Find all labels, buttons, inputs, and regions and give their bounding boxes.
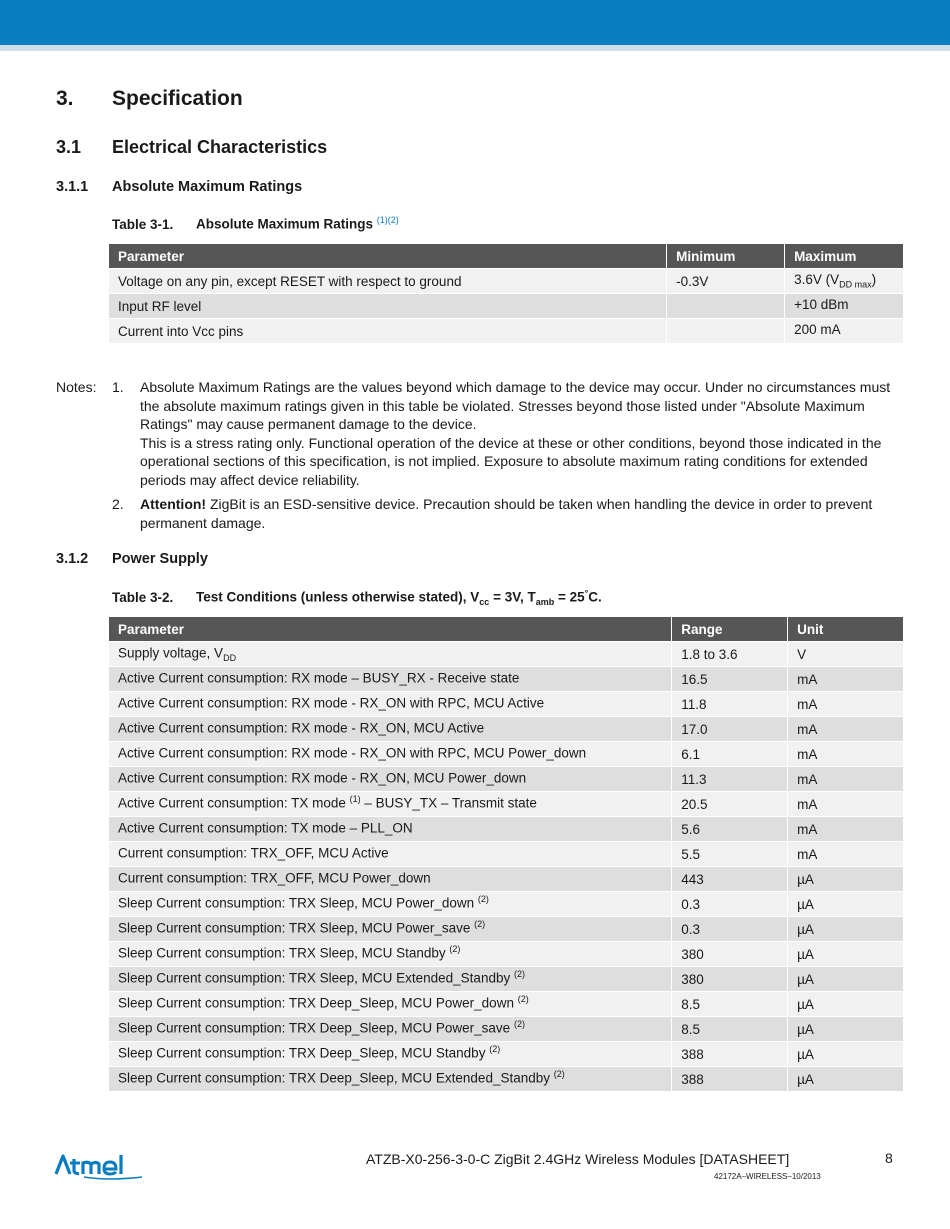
unit-cell: µA [788,942,904,967]
table-row [109,1042,904,1067]
table-row [109,967,904,992]
range-cell: 5.6 [672,817,788,842]
table-row [109,742,904,767]
sub-heading-title: Absolute Maximum Ratings [112,179,303,195]
maximum-cell: 3.6V $(V_{DD max})$ [785,269,904,294]
parameter-cell: Sleep Current consumption: TRX Deep_Sleep, MCU Extended_Standby $^{(2)}$ [109,1067,672,1092]
unit-cell: mA [788,667,904,692]
table-row [109,767,904,792]
column-header: Unit [788,617,904,642]
table-row [109,942,904,967]
table-row [109,792,904,817]
range-cell: 388 [672,1067,788,1092]
parameter-cell: Input RF level [109,294,667,319]
parameter-cell: Current into Vcc pins [109,319,667,344]
note-2-text: ZigBit is an ESD-sensitive device. Precaution should be taken when handling the device in order to prevent permanent damage. [140,496,873,531]
parameter-cell: Active Current consumption: RX mode - RX_ON with RPC, MCU Power_down [109,742,672,767]
column-header: Parameter [109,617,672,642]
column-header: Parameter [109,244,667,269]
sub-heading-power-supply [56,551,208,567]
note-2 [140,495,910,532]
note-1 [140,378,910,489]
table1-refs: (1)(2) [376,215,399,225]
table-row [109,817,904,842]
note-number: 2. [112,496,124,512]
table1-number: Table 3-1. [112,216,174,232]
range-cell: 0.3 [672,892,788,917]
sub-heading-abs-max [56,179,302,195]
abs-max-table [108,244,904,344]
table2-title-part: Test Conditions (unless otherwise stated), V [196,589,480,605]
unit-cell: µA [788,967,904,992]
table-row [109,917,904,942]
maximum-cell: 200 mA [785,319,904,344]
parameter-cell: Current consumption: TRX_OFF, MCU Active [109,842,672,867]
table-row [109,717,904,742]
table-row [109,269,904,294]
parameter-cell: Active Current consumption: TX mode $^{(1)}$ – BUSY_TX – Transmit state [109,792,672,817]
unit-cell: µA [788,1042,904,1067]
minimum-cell [667,319,785,344]
table-row [109,642,904,667]
parameter-cell: Current consumption: TRX_OFF, MCU Power_down [109,867,672,892]
parameter-cell: Supply voltage, $V_{DD}$ [109,642,672,667]
range-cell: 6.1 [672,742,788,767]
minimum-cell: -0.3V [667,269,785,294]
parameter-cell: Sleep Current consumption: TRX Deep_Sleep, MCU Power_down $^{(2)}$ [109,992,672,1017]
unit-cell: mA [788,742,904,767]
unit-cell: mA [788,817,904,842]
parameter-cell: Active Current consumption: RX mode - RX_ON with RPC, MCU Active [109,692,672,717]
parameter-cell: Sleep Current consumption: TRX Sleep, MCU Standby $^{(2)}$ [109,942,672,967]
column-header: Maximum [785,244,904,269]
range-cell: 16.5 [672,667,788,692]
footer-doc-code: 42172A–WIRELESS–10/2013 [714,1172,821,1181]
range-cell: 443 [672,867,788,892]
parameter-cell: Sleep Current consumption: TRX Deep_Sleep, MCU Power_save $^{(2)}$ [109,1017,672,1042]
minimum-cell [667,294,785,319]
column-header: Range [672,617,788,642]
unit-cell: mA [788,792,904,817]
header-bar [0,0,950,45]
table2-title-part: = 25 [554,589,585,605]
parameter-cell: Voltage on any pin, except RESET with respect to ground [109,269,667,294]
notes-label: Notes: [56,379,97,395]
unit-cell: mA [788,717,904,742]
footer-doc-title: ATZB-X0-256-3-0-C ZigBit 2.4GHz Wireless Modules [DATASHEET] [366,1151,790,1167]
table-row [109,667,904,692]
table2-number: Table 3-2. [112,589,174,605]
sub-heading-title: Power Supply [112,551,208,567]
degree-symbol: ° [584,588,589,598]
parameter-cell: Sleep Current consumption: TRX Sleep, MCU Power_down $^{(2)}$ [109,892,672,917]
table-row [109,892,904,917]
table2-subscript: cc [479,597,490,608]
unit-cell: µA [788,917,904,942]
range-cell: 5.5 [672,842,788,867]
range-cell: 8.5 [672,992,788,1017]
table-row [109,294,904,319]
subsection-heading [56,137,327,158]
table2-subscript: amb [535,597,555,608]
unit-cell: µA [788,1067,904,1092]
section-title: Specification [112,87,243,110]
unit-cell: mA [788,767,904,792]
unit-cell: µA [788,892,904,917]
table-row [109,867,904,892]
range-cell: 11.8 [672,692,788,717]
power-supply-table [108,617,904,1092]
sub-heading-number: 3.1.1 [56,179,89,195]
section-heading [56,87,243,111]
table-header-row [109,244,904,269]
subsection-number: 3.1 [56,137,82,157]
table2-caption [112,588,602,607]
table-row [109,692,904,717]
parameter-cell: Active Current consumption: RX mode – BUSY_RX - Receive state [109,667,672,692]
range-cell: 388 [672,1042,788,1067]
table2-title-part: C. [588,589,602,605]
note-2-attention: Attention! [140,496,207,512]
column-header: Minimum [667,244,785,269]
header-bar-shadow [0,45,950,51]
range-cell: 1.8 to 3.6 [672,642,788,667]
table-header-row [109,617,904,642]
unit-cell: mA [788,842,904,867]
table-row [109,842,904,867]
atmel-logo [54,1150,149,1180]
note-1-para-1: Absolute Maximum Ratings are the values beyond which damage to the device may occur. Under no circumstances must the absolute maximum ratings given in this table be violated. Stresses beyond those listed under "Absolute Maximum Ratings" may cause permanent damage to the device. [140,379,891,432]
parameter-cell: Active Current consumption: RX mode - RX_ON, MCU Power_down [109,767,672,792]
range-cell: 380 [672,967,788,992]
note-number: 1. [112,379,124,395]
section-number: 3. [56,87,74,110]
table-row [109,1017,904,1042]
parameter-cell: Active Current consumption: TX mode – PLL_ON [109,817,672,842]
unit-cell: mA [788,692,904,717]
page-number: 8 [885,1150,893,1166]
range-cell: 8.5 [672,1017,788,1042]
note-1-para-2: This is a stress rating only. Functional operation of the device at these or other conditions, beyond those indicated in the operational sections of this specification, is not implied. Exposure to absolute maximum rating conditions for extended periods may affect device reliability. [140,434,882,488]
parameter-cell: Sleep Current consumption: TRX Sleep, MCU Extended_Standby $^{(2)}$ [109,967,672,992]
unit-cell: µA [788,1017,904,1042]
parameter-cell: Sleep Current consumption: TRX Deep_Sleep, MCU Standby $^{(2)}$ [109,1042,672,1067]
parameter-cell: Active Current consumption: RX mode - RX_ON, MCU Active [109,717,672,742]
range-cell: 20.5 [672,792,788,817]
table-row [109,992,904,1017]
parameter-cell: Sleep Current consumption: TRX Sleep, MCU Power_save $^{(2)}$ [109,917,672,942]
table-row [109,1067,904,1092]
unit-cell: V [788,642,904,667]
table1-caption [112,215,399,232]
range-cell: 0.3 [672,917,788,942]
subsection-title: Electrical Characteristics [112,137,328,157]
range-cell: 17.0 [672,717,788,742]
table1-title: Absolute Maximum Ratings [196,216,374,232]
unit-cell: µA [788,992,904,1017]
unit-cell: µA [788,867,904,892]
sub-heading-number: 3.1.2 [56,551,89,567]
range-cell: 11.3 [672,767,788,792]
range-cell: 380 [672,942,788,967]
table2-title-part: = 3V, T [489,589,536,605]
table-row [109,319,904,344]
maximum-cell: +10 dBm [785,294,904,319]
